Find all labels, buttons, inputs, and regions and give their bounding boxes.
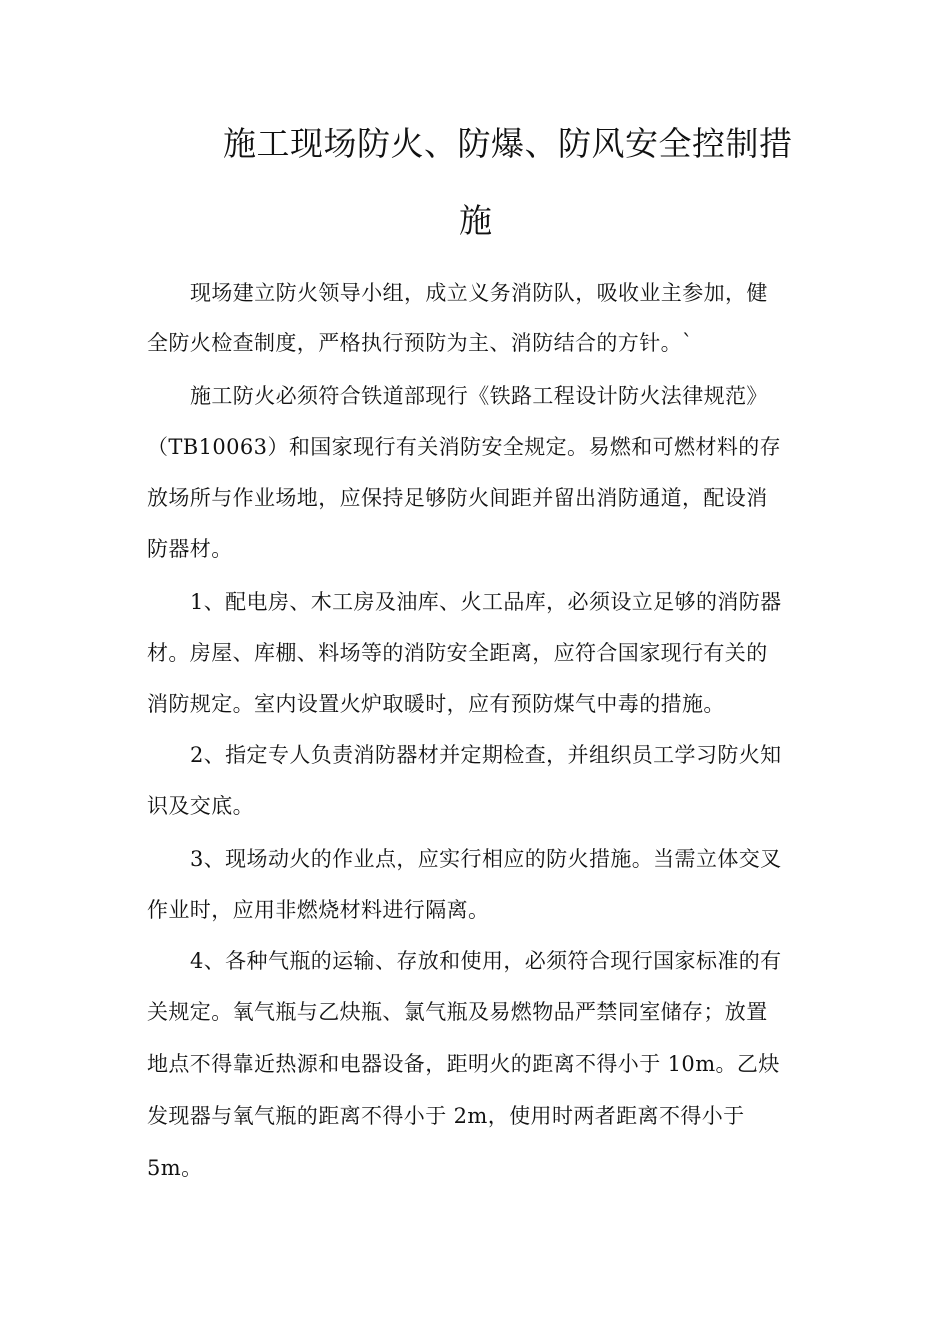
paragraph-6-line-5: 5m。 bbox=[147, 1156, 203, 1180]
paragraph-6-line-1: 4、各种气瓶的运输、存放和使用，必须符合现行国家标准的有 bbox=[190, 949, 782, 973]
document-title-line-2: 施 bbox=[459, 201, 493, 240]
paragraph-5-line-2: 作业时，应用非燃烧材料进行隔离。 bbox=[147, 898, 490, 922]
paragraph-4-line-2: 识及交底。 bbox=[147, 794, 254, 818]
paragraph-2-line-1: 施工防火必须符合铁道部现行《铁路工程设计防火法律规范》 bbox=[190, 384, 768, 408]
paragraph-2-line-4: 防器材。 bbox=[147, 537, 233, 561]
paragraph-5-line-1: 3、现场动火的作业点，应实行相应的防火措施。当需立体交叉 bbox=[190, 847, 782, 871]
paragraph-3-line-3: 消防规定。室内设置火炉取暖时，应有预防煤气中毒的措施。 bbox=[147, 692, 725, 716]
paragraph-6-line-3: 地点不得靠近热源和电器设备，距明火的距离不得小于 10m。乙炔 bbox=[147, 1052, 780, 1076]
paragraph-1-line-1: 现场建立防火领导小组，成立义务消防队，吸收业主参加，健 bbox=[190, 281, 768, 305]
paragraph-2-line-2: （TB10063）和国家现行有关消防安全规定。易燃和可燃材料的存 bbox=[147, 435, 782, 459]
paragraph-6-line-2: 关规定。氧气瓶与乙炔瓶、氯气瓶及易燃物品严禁同室储存；放置 bbox=[147, 1000, 768, 1024]
paragraph-6-line-4: 发现器与氧气瓶的距离不得小于 2m，使用时两者距离不得小于 bbox=[147, 1104, 745, 1128]
document-title-line-1: 施工现场防火、防爆、防风安全控制措 bbox=[223, 124, 793, 163]
paragraph-2-line-3: 放场所与作业场地，应保持足够防火间距并留出消防通道，配设消 bbox=[147, 486, 768, 510]
paragraph-1-line-2: 全防火检查制度，严格执行预防为主、消防结合的方针。` bbox=[147, 331, 693, 355]
paragraph-3-line-2: 材。房屋、库棚、料场等的消防安全距离，应符合国家现行有关的 bbox=[147, 641, 768, 665]
paragraph-3-line-1: 1、配电房、木工房及油库、火工品库，必须设立足够的消防器 bbox=[190, 590, 782, 614]
paragraph-4-line-1: 2、指定专人负责消防器材并定期检查，并组织员工学习防火知 bbox=[190, 743, 782, 767]
